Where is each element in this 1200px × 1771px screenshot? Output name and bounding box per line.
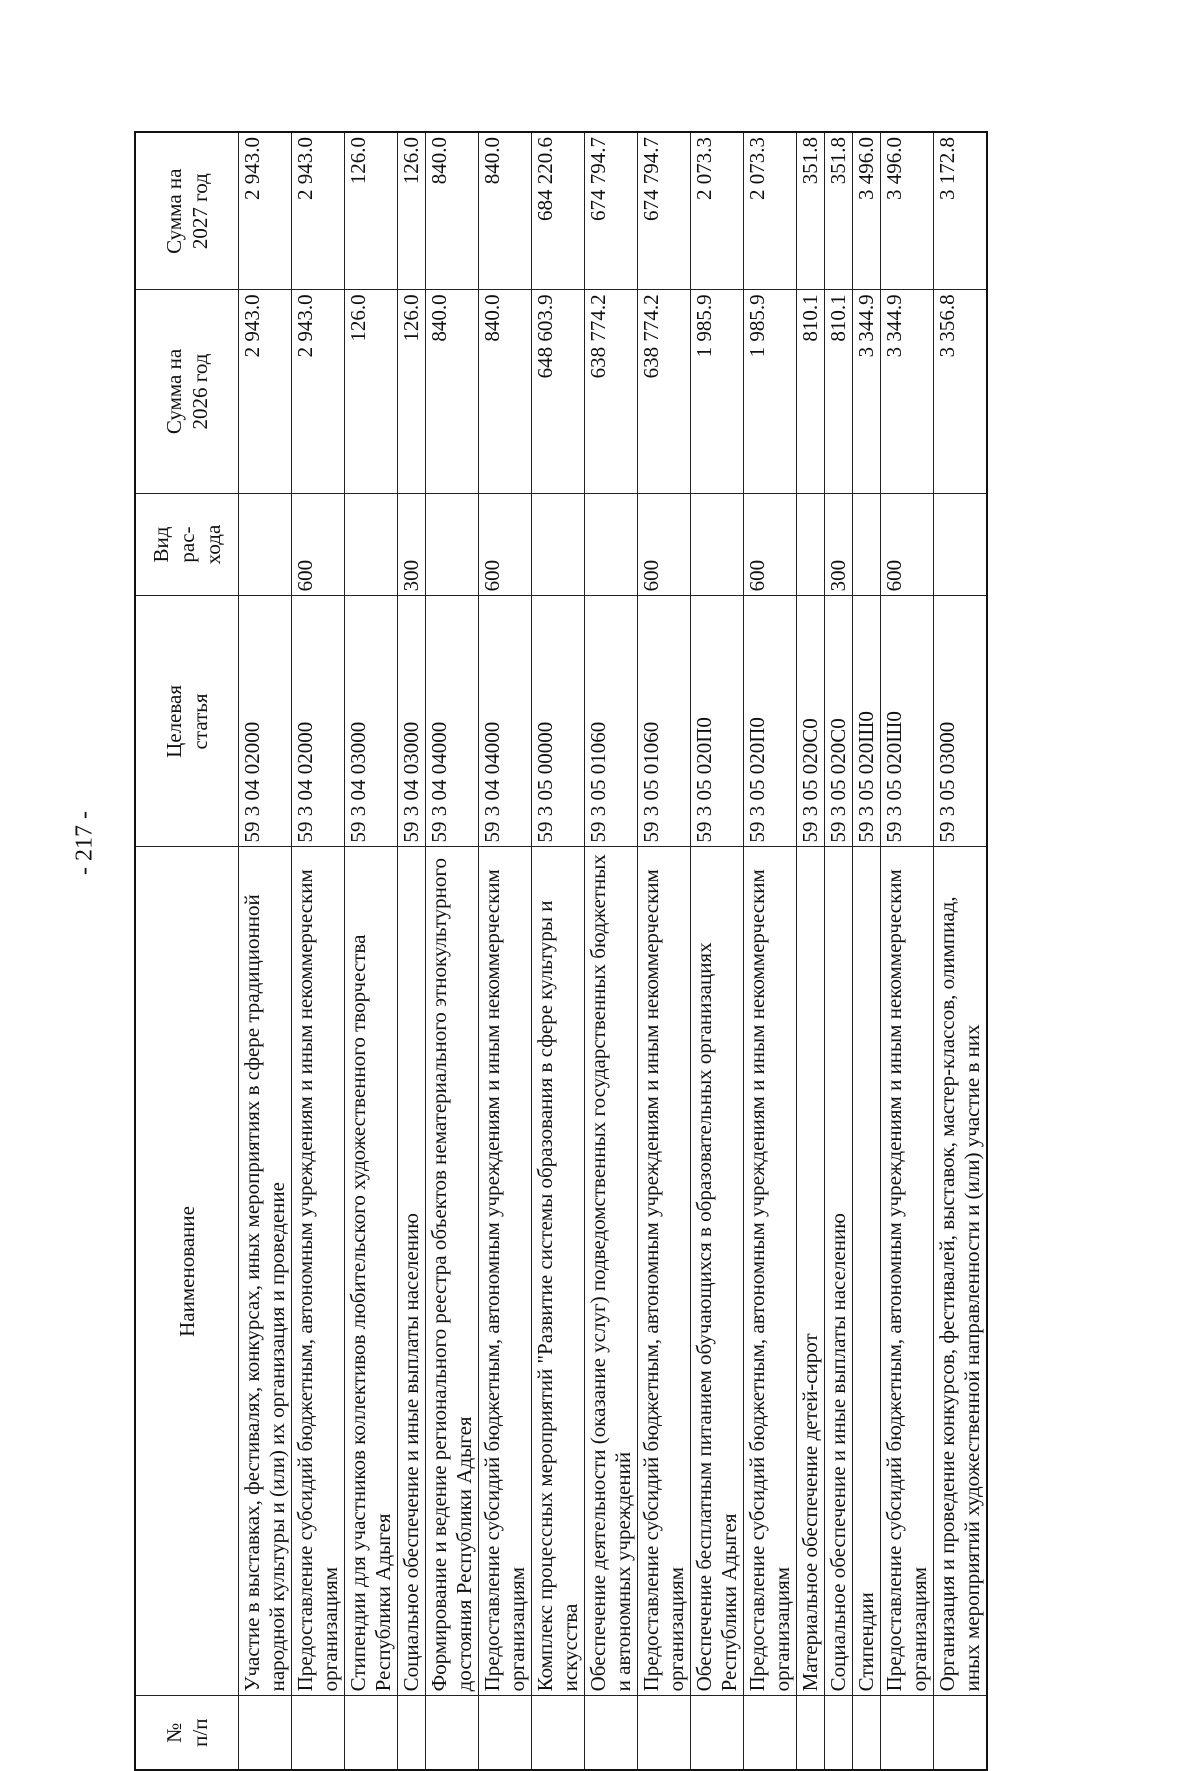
row-article-cell: 59 3 05 03000 [934,596,988,847]
row-article-cell: 59 3 05 01060 [638,596,691,847]
row-name-cell: Формирование и ведение регионального реестра объектов нематериального этнокультурного достояния Республики Адыгея [426,847,479,1696]
row-num-cell [934,1696,988,1770]
row-sum-2026-cell: 638 774.2 [585,290,638,493]
row-sum-2026-cell: 1 985.9 [744,290,797,493]
row-sum-2026-cell: 1 985.9 [691,290,744,493]
row-sum-2026-cell: 810.1 [797,290,825,493]
row-type-cell [934,493,988,596]
row-sum-2027-cell: 840.0 [426,132,479,290]
row-article-cell: 59 3 04 04000 [479,596,532,847]
header-sum-2027: Сумма на 2027 год [135,132,239,290]
row-sum-2026-cell: 840.0 [426,290,479,493]
row-sum-2026-cell: 2 943.0 [292,290,345,493]
row-type-cell: 600 [292,493,345,596]
row-name-cell: Предоставление субсидий бюджетным, автономным учреждениям и иным некоммерческим организациям [744,847,797,1696]
row-article-cell: 59 3 05 020С0 [825,596,853,847]
budget-table [134,131,988,1771]
row-type-cell: 600 [881,493,934,596]
row-sum-2026-cell: 648 603.9 [532,290,585,493]
row-num-cell [532,1696,585,1770]
row-type-cell [239,493,292,596]
header-name: Наименование [135,847,239,1696]
row-article-cell: 59 3 05 020Ш0 [853,596,881,847]
row-num-cell [853,1696,881,1770]
row-sum-2026-cell: 3 344.9 [853,290,881,493]
table-row [825,132,853,1770]
table-row [638,132,691,1770]
table-body [239,132,988,1770]
row-sum-2027-cell: 684 220.6 [532,132,585,290]
row-num-cell [345,1696,398,1770]
row-sum-2027-cell: 126.0 [398,132,426,290]
row-name-cell: Социальное обеспечение и иные выплаты населению [825,847,853,1696]
row-type-cell: 600 [479,493,532,596]
row-num-cell [638,1696,691,1770]
table-row [239,132,292,1770]
row-sum-2027-cell: 674 794.7 [638,132,691,290]
row-name-cell: Предоставление субсидий бюджетным, автономным учреждениям и иным некоммерческим организациям [479,847,532,1696]
table-row [532,132,585,1770]
table-row [398,132,426,1770]
row-num-cell [585,1696,638,1770]
row-type-cell [797,493,825,596]
row-num-cell [797,1696,825,1770]
row-sum-2027-cell: 674 794.7 [585,132,638,290]
row-sum-2027-cell: 126.0 [345,132,398,290]
row-article-cell: 59 3 05 020П0 [744,596,797,847]
row-type-cell: 300 [825,493,853,596]
row-sum-2026-cell: 638 774.2 [638,290,691,493]
row-sum-2027-cell: 840.0 [479,132,532,290]
table-row [426,132,479,1770]
row-type-cell: 600 [638,493,691,596]
row-name-cell: Стипендии для участников коллективов любительского художественного творчества Республики Адыгея [345,847,398,1696]
table-row [853,132,881,1770]
row-num-cell [691,1696,744,1770]
row-article-cell: 59 3 04 02000 [292,596,345,847]
row-sum-2027-cell: 2 943.0 [292,132,345,290]
row-name-cell: Материальное обеспечение детей-сирот [797,847,825,1696]
header-type: Вид рас- хода [135,493,239,596]
row-type-cell [345,493,398,596]
row-sum-2027-cell: 351.8 [825,132,853,290]
table-row [292,132,345,1770]
row-sum-2027-cell: 2 943.0 [239,132,292,290]
row-type-cell [853,493,881,596]
row-article-cell: 59 3 04 03000 [345,596,398,847]
row-sum-2027-cell: 3 496.0 [853,132,881,290]
row-sum-2027-cell: 3 496.0 [881,132,934,290]
row-article-cell: 59 3 04 03000 [398,596,426,847]
row-sum-2027-cell: 2 073.3 [691,132,744,290]
row-sum-2026-cell: 2 943.0 [239,290,292,493]
header-article: Целевая статья [135,596,239,847]
row-num-cell [398,1696,426,1770]
row-sum-2026-cell: 840.0 [479,290,532,493]
row-article-cell: 59 3 05 020П0 [691,596,744,847]
row-type-cell [585,493,638,596]
row-article-cell: 59 3 05 020Ш0 [881,596,934,847]
row-name-cell: Социальное обеспечение и иные выплаты населению [398,847,426,1696]
table-row [934,132,988,1770]
row-article-cell: 59 3 04 04000 [426,596,479,847]
table-row [691,132,744,1770]
row-sum-2027-cell: 351.8 [797,132,825,290]
row-num-cell [479,1696,532,1770]
row-name-cell: Комплекс процессных мероприятий "Развитие системы образования в сфере культуры и искусства [532,847,585,1696]
row-article-cell: 59 3 04 02000 [239,596,292,847]
row-sum-2026-cell: 810.1 [825,290,853,493]
row-article-cell: 59 3 05 00000 [532,596,585,847]
table-row [585,132,638,1770]
row-name-cell: Стипендии [853,847,881,1696]
row-type-cell [532,493,585,596]
row-sum-2026-cell: 3 356.8 [934,290,988,493]
row-num-cell [825,1696,853,1770]
row-num-cell [744,1696,797,1770]
row-sum-2027-cell: 2 073.3 [744,132,797,290]
row-num-cell [292,1696,345,1770]
row-num-cell [881,1696,934,1770]
row-article-cell: 59 3 05 020С0 [797,596,825,847]
row-num-cell [426,1696,479,1770]
row-name-cell: Предоставление субсидий бюджетным, автономным учреждениям и иным некоммерческим организациям [881,847,934,1696]
table-row [479,132,532,1770]
table-row [744,132,797,1770]
header-sum-2026: Сумма на 2026 год [135,290,239,493]
row-sum-2026-cell: 126.0 [398,290,426,493]
row-sum-2027-cell: 3 172.8 [934,132,988,290]
row-type-cell: 300 [398,493,426,596]
budget-table-container [134,131,1084,1771]
table-row [797,132,825,1770]
row-name-cell: Предоставление субсидий бюджетным, автономным учреждениям и иным некоммерческим организациям [638,847,691,1696]
row-type-cell [426,493,479,596]
row-name-cell: Обеспечение деятельности (оказание услуг) подведомственных государственных бюджетных и автономных учреждений [585,847,638,1696]
header-num: № п/п [135,1696,239,1770]
page-number: - 217 - [71,811,98,875]
row-article-cell: 59 3 05 01060 [585,596,638,847]
table-row [881,132,934,1770]
row-name-cell: Участие в выставках, фестивалях, конкурсах, иных мероприятиях в сфере традиционной народной культуры и (или) их организация и проведение [239,847,292,1696]
row-sum-2026-cell: 126.0 [345,290,398,493]
row-name-cell: Организация и проведение конкурсов, фестивалей, выставок, мастер-классов, олимпиад, иных мероприятий художественной направленности и (или) участие в них [934,847,988,1696]
row-type-cell: 600 [744,493,797,596]
row-name-cell: Предоставление субсидий бюджетным, автономным учреждениям и иным некоммерческим организациям [292,847,345,1696]
row-name-cell: Обеспечение бесплатным питанием обучающихся в образовательных организациях Республики Адыгея [691,847,744,1696]
header-row [135,132,239,1770]
row-num-cell [239,1696,292,1770]
table-row [345,132,398,1770]
row-sum-2026-cell: 3 344.9 [881,290,934,493]
row-type-cell [691,493,744,596]
